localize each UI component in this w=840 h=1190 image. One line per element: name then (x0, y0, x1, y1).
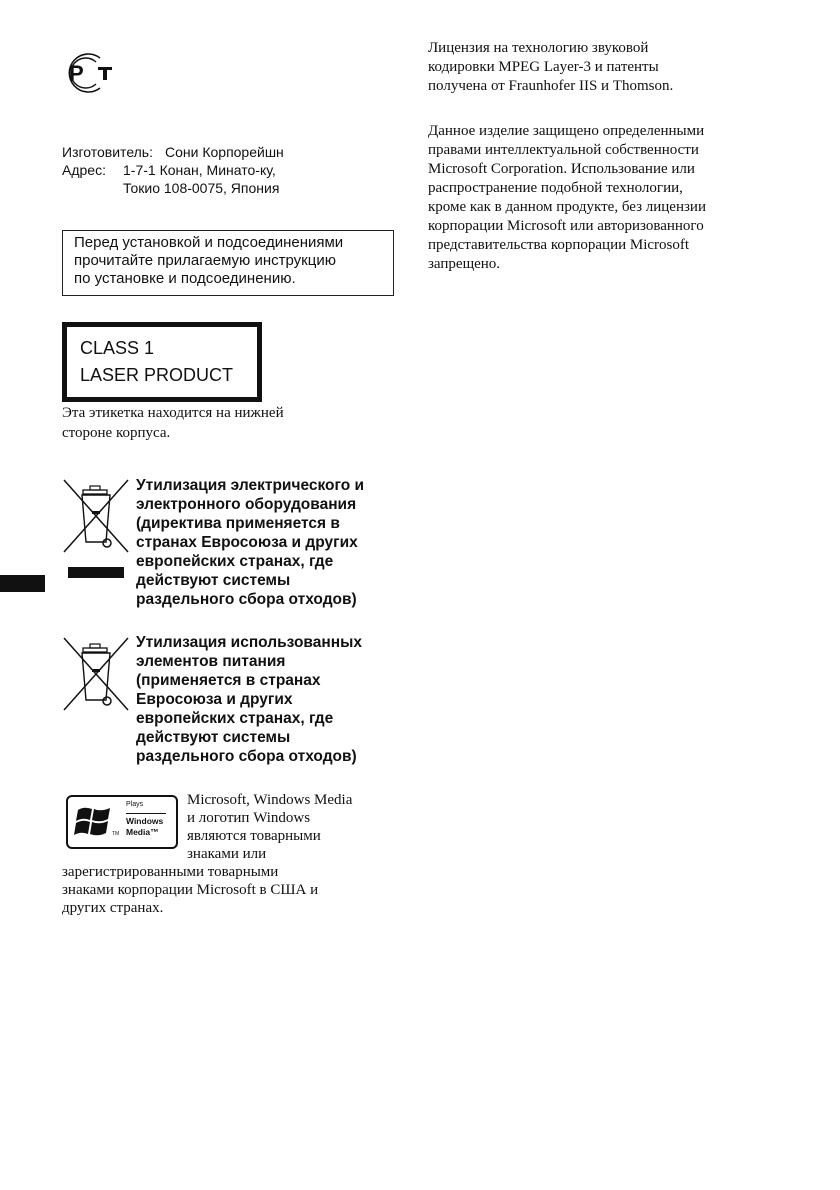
logo-tm: TM (112, 831, 120, 837)
mpeg-line: Лицензия на технологию звуковой (428, 40, 649, 56)
crossed-bin-battery-icon (62, 636, 132, 719)
manufacturer-name: Сони Корпорейшн (165, 144, 284, 160)
battery-line: (применяется в странах (136, 672, 321, 689)
weee-line: Утилизация электрического и (136, 477, 365, 494)
plays-windows-media-logo (66, 795, 178, 849)
windows-flag-icon (74, 804, 114, 840)
wm-text-line: знаками корпорации Microsoft в США и (62, 882, 319, 898)
notice-line: прочитайте прилагаемую инструкцию (74, 252, 336, 269)
ms-line: Данное изделие защищено определенными (428, 123, 705, 139)
weee-line: электронного оборудования (136, 496, 357, 513)
address-line-1: 1-7-1 Конан, Минато-ку, (123, 162, 276, 178)
battery-line: Утилизация использованных (136, 634, 362, 651)
weee-line: странах Евросоюза и других (136, 534, 358, 551)
battery-line: раздельного сбора отходов) (136, 748, 357, 765)
crossed-bin-icon (62, 478, 132, 561)
weee-line: (директива применяется в (136, 515, 340, 532)
logo-divider (126, 813, 166, 814)
notice-line: Перед установкой и подсоединениями (74, 234, 344, 251)
mpeg-line: получена от Fraunhofer IIS и Thomson. (428, 78, 674, 94)
address-label: Адрес: (62, 162, 106, 178)
ms-line: кроме как в данном продукте, без лицензии (428, 199, 706, 215)
separate-collection-bar (68, 567, 124, 578)
wm-text-line: зарегистрированными товарными (62, 864, 279, 880)
wm-text-line: знаками или (187, 846, 267, 862)
ms-line: распространение подобной технологии, (428, 180, 683, 196)
ms-line: корпорации Microsoft или авторизованного (428, 218, 704, 234)
laser-class-label (62, 322, 262, 402)
ms-line: правами интеллектуальной собственности (428, 142, 699, 158)
installation-notice-box (62, 230, 394, 296)
ms-line: представительства корпорации Microsoft (428, 237, 690, 253)
battery-line: европейских странах, где (136, 710, 334, 727)
pct-certification-logo (60, 52, 126, 94)
ms-line: Microsoft Corporation. Использование или (428, 161, 695, 177)
weee-line: раздельного сбора отходов) (136, 591, 357, 608)
laser-line: CLASS 1 (80, 338, 155, 358)
logo-windows: Windows (126, 816, 164, 826)
mpeg-line: кодировки MPEG Layer-3 и патенты (428, 59, 659, 75)
svg-text:P: P (69, 61, 84, 86)
battery-line: Евросоюза и других (136, 691, 293, 708)
logo-plays: Plays (126, 801, 144, 808)
wm-text-line: других странах. (62, 900, 164, 916)
language-tab-marker (0, 575, 45, 592)
logo-media: Media™ (126, 827, 159, 837)
ms-line: запрещено. (428, 256, 501, 272)
laser-line: LASER PRODUCT (80, 365, 234, 385)
wm-text-line: Microsoft, Windows Media (187, 792, 353, 808)
laser-caption: стороне корпуса. (62, 425, 171, 441)
manufacturer-label: Изготовитель: (62, 144, 153, 160)
notice-line: по установке и подсоединению. (74, 270, 296, 287)
laser-caption: Эта этикетка находится на нижней (62, 405, 284, 421)
wm-text-line: и логотип Windows (187, 810, 311, 826)
weee-line: европейских странах, где (136, 553, 334, 570)
battery-line: элементов питания (136, 653, 286, 670)
address-line-2: Токио 108-0075, Япония (123, 180, 280, 196)
wm-text-line: являются товарными (187, 828, 321, 844)
battery-line: действуют системы (136, 729, 291, 746)
weee-line: действуют системы (136, 572, 291, 589)
